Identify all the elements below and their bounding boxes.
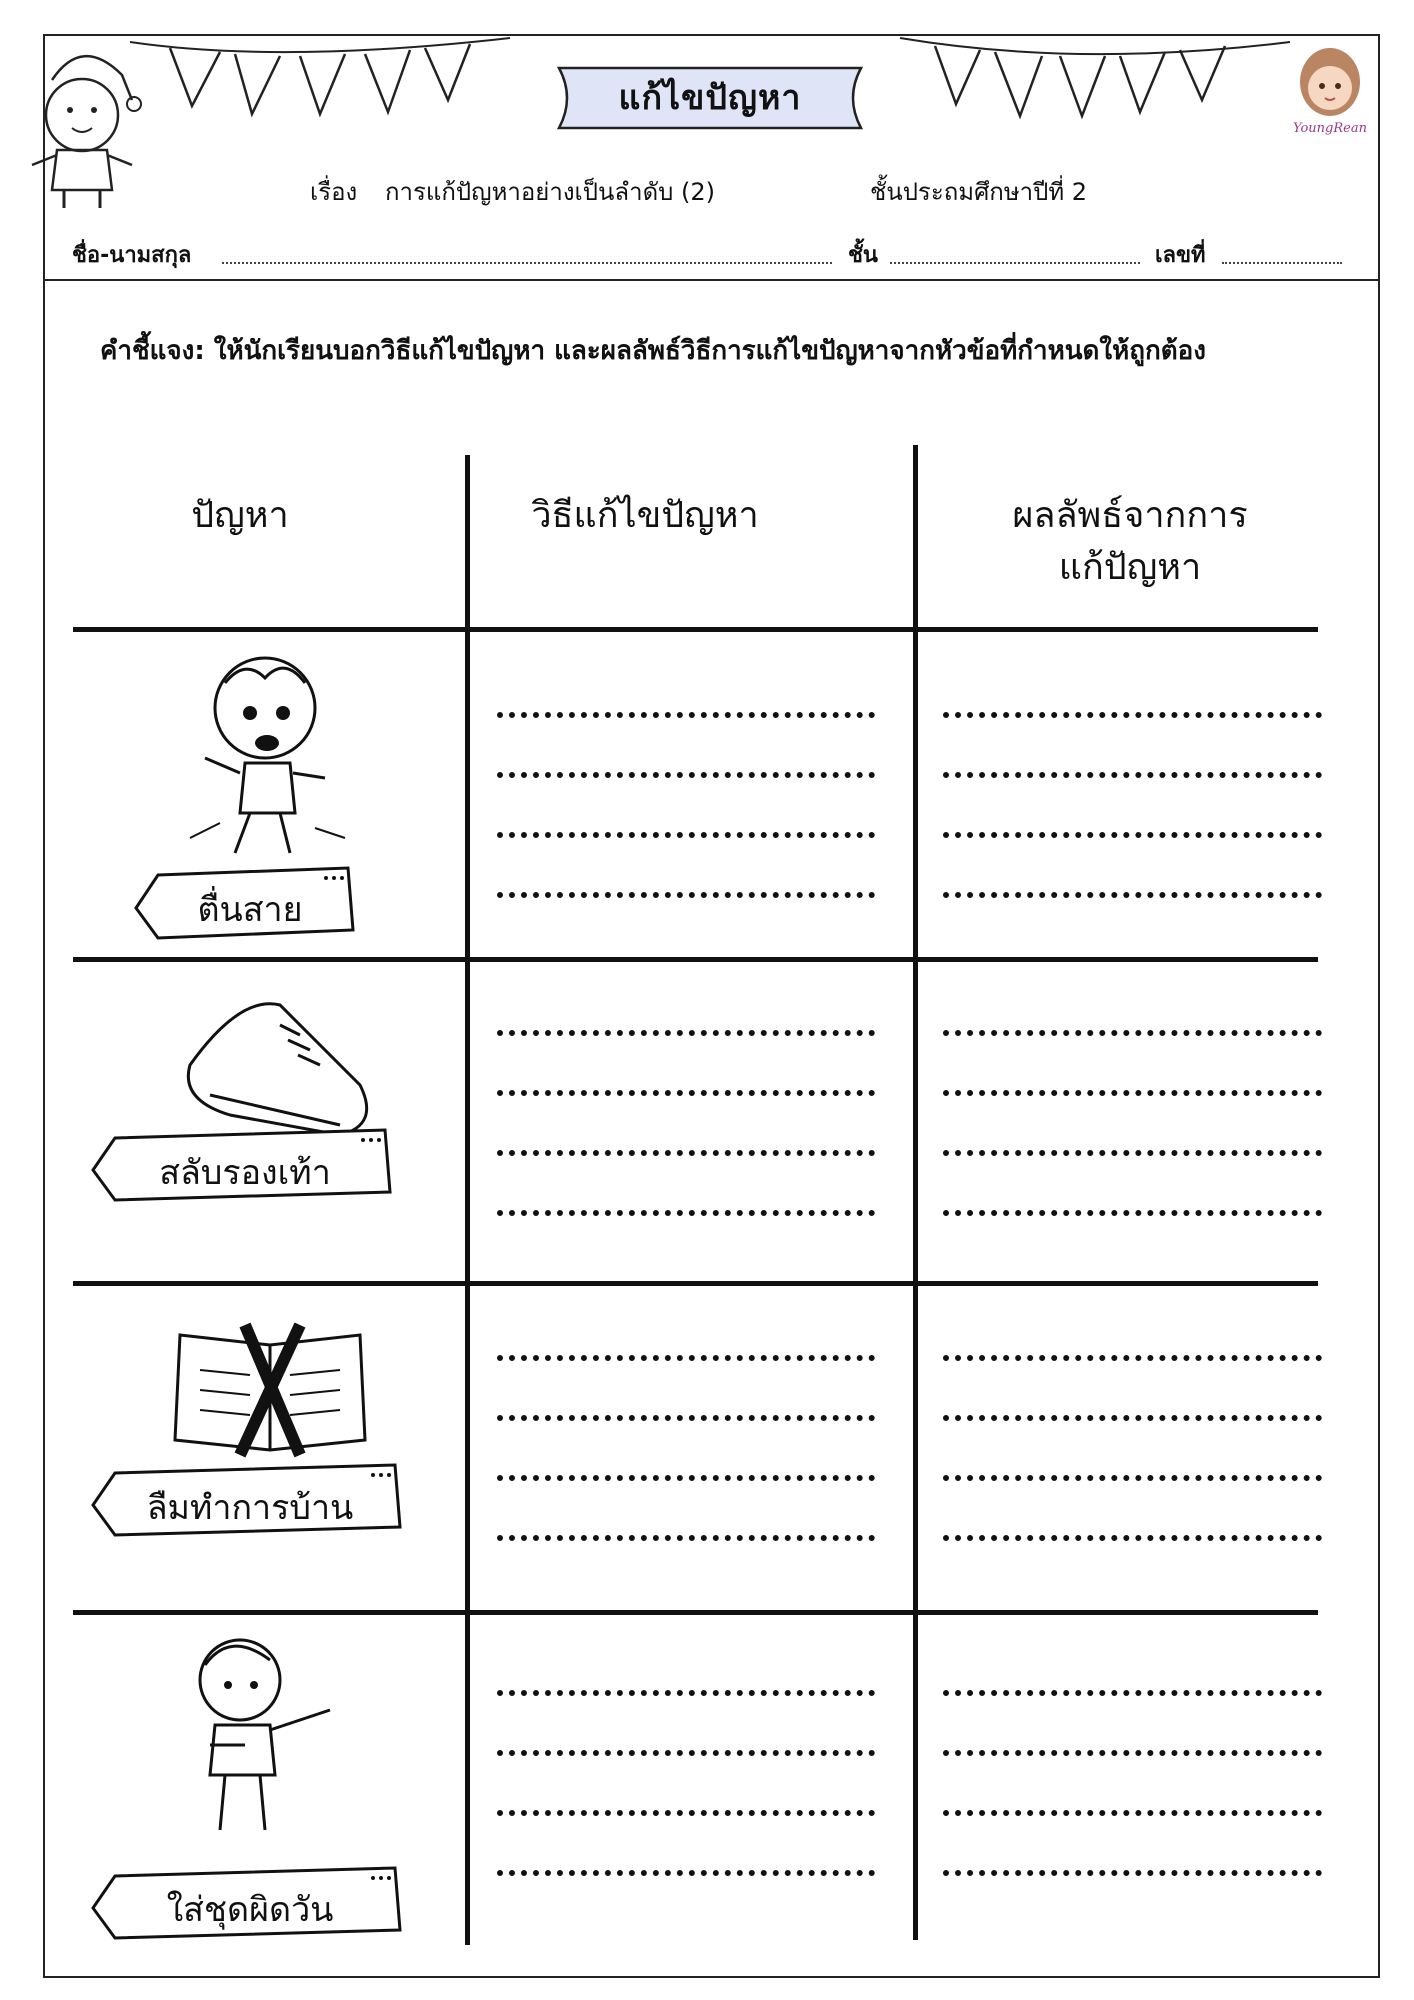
- result-line[interactable]: [943, 1210, 1322, 1216]
- row-divider-2: [73, 1281, 1318, 1286]
- header-solution: วิธีแก้ไขปัญหา: [531, 495, 759, 536]
- class-field[interactable]: [890, 262, 1140, 264]
- solution-line[interactable]: [497, 1535, 875, 1541]
- solution-line[interactable]: [497, 1690, 875, 1696]
- result-line[interactable]: [943, 1810, 1322, 1816]
- row-divider-1: [73, 957, 1318, 962]
- header-result: [960, 490, 1300, 594]
- running-boy-icon: [165, 638, 365, 868]
- problem-label-4: ใส่ชุดผิดวัน: [166, 1890, 334, 1930]
- header-problem: ปัญหา: [191, 495, 289, 536]
- result-line[interactable]: [943, 1415, 1322, 1421]
- elf-icon: [22, 40, 142, 210]
- solution-line[interactable]: [497, 772, 875, 778]
- solution-line[interactable]: [497, 1870, 875, 1876]
- page-title: แก้ไขปัญหา: [618, 78, 802, 118]
- result-line[interactable]: [943, 1150, 1322, 1156]
- row-divider-header: [73, 627, 1318, 632]
- solution-line[interactable]: [497, 1355, 875, 1361]
- topic-label: เรื่อง: [310, 178, 358, 206]
- header-divider: [43, 279, 1380, 281]
- column-divider-1: [465, 455, 470, 1945]
- result-line[interactable]: [943, 1870, 1322, 1876]
- class-label: ชั้น: [848, 243, 878, 268]
- instruction-text: คำชี้แจง: ให้นักเรียนบอกวิธีแก้ไขปัญหา และผลลัพธ์วิธีการแก้ไขปัญหาจากหัวข้อที่กำหนดให้ถูกต้อง: [100, 336, 1206, 366]
- solution-line[interactable]: [497, 1415, 875, 1421]
- brand-logo: [1285, 40, 1375, 140]
- topic-text: การแก้ปัญหาอย่างเป็นลำดับ (2): [385, 178, 716, 206]
- grade-text: ชั้นประถมศึกษาปีที่ 2: [870, 178, 1088, 206]
- solution-line[interactable]: [497, 1150, 875, 1156]
- solution-line[interactable]: [497, 1750, 875, 1756]
- result-line[interactable]: [943, 1030, 1322, 1036]
- row-divider-3: [73, 1610, 1318, 1615]
- solution-line[interactable]: [497, 832, 875, 838]
- column-divider-2: [913, 445, 918, 1940]
- solution-line[interactable]: [497, 712, 875, 718]
- result-line[interactable]: [943, 892, 1322, 898]
- solution-line[interactable]: [497, 1030, 875, 1036]
- result-line[interactable]: [943, 832, 1322, 838]
- solution-line[interactable]: [497, 1210, 875, 1216]
- number-label: เลขที่: [1155, 243, 1206, 268]
- result-line[interactable]: [943, 772, 1322, 778]
- header-result-line1: ผลลัพธ์จากการ: [1012, 495, 1248, 536]
- result-line[interactable]: [943, 1090, 1322, 1096]
- result-line[interactable]: [943, 1475, 1322, 1481]
- name-field[interactable]: [222, 262, 832, 264]
- svg-text:YoungRean: YoungRean: [1293, 121, 1367, 136]
- number-field[interactable]: [1222, 262, 1342, 264]
- header-result-line2: แก้ปัญหา: [1058, 547, 1202, 588]
- name-label: ชื่อ-นามสกุล: [72, 243, 192, 268]
- result-line[interactable]: [943, 1355, 1322, 1361]
- result-line[interactable]: [943, 712, 1322, 718]
- result-line[interactable]: [943, 1750, 1322, 1756]
- problem-label-3: ลืมทำการบ้าน: [146, 1488, 354, 1528]
- solution-line[interactable]: [497, 1810, 875, 1816]
- boy-pointing-icon: [170, 1625, 360, 1855]
- problem-label-1: ตื่นสาย: [197, 890, 303, 930]
- result-line[interactable]: [943, 1690, 1322, 1696]
- crossed-book-icon: [160, 1315, 390, 1465]
- solution-line[interactable]: [497, 1090, 875, 1096]
- problem-label-2: สลับรองเท้า: [159, 1153, 331, 1193]
- solution-line[interactable]: [497, 1475, 875, 1481]
- result-line[interactable]: [943, 1535, 1322, 1541]
- solution-line[interactable]: [497, 892, 875, 898]
